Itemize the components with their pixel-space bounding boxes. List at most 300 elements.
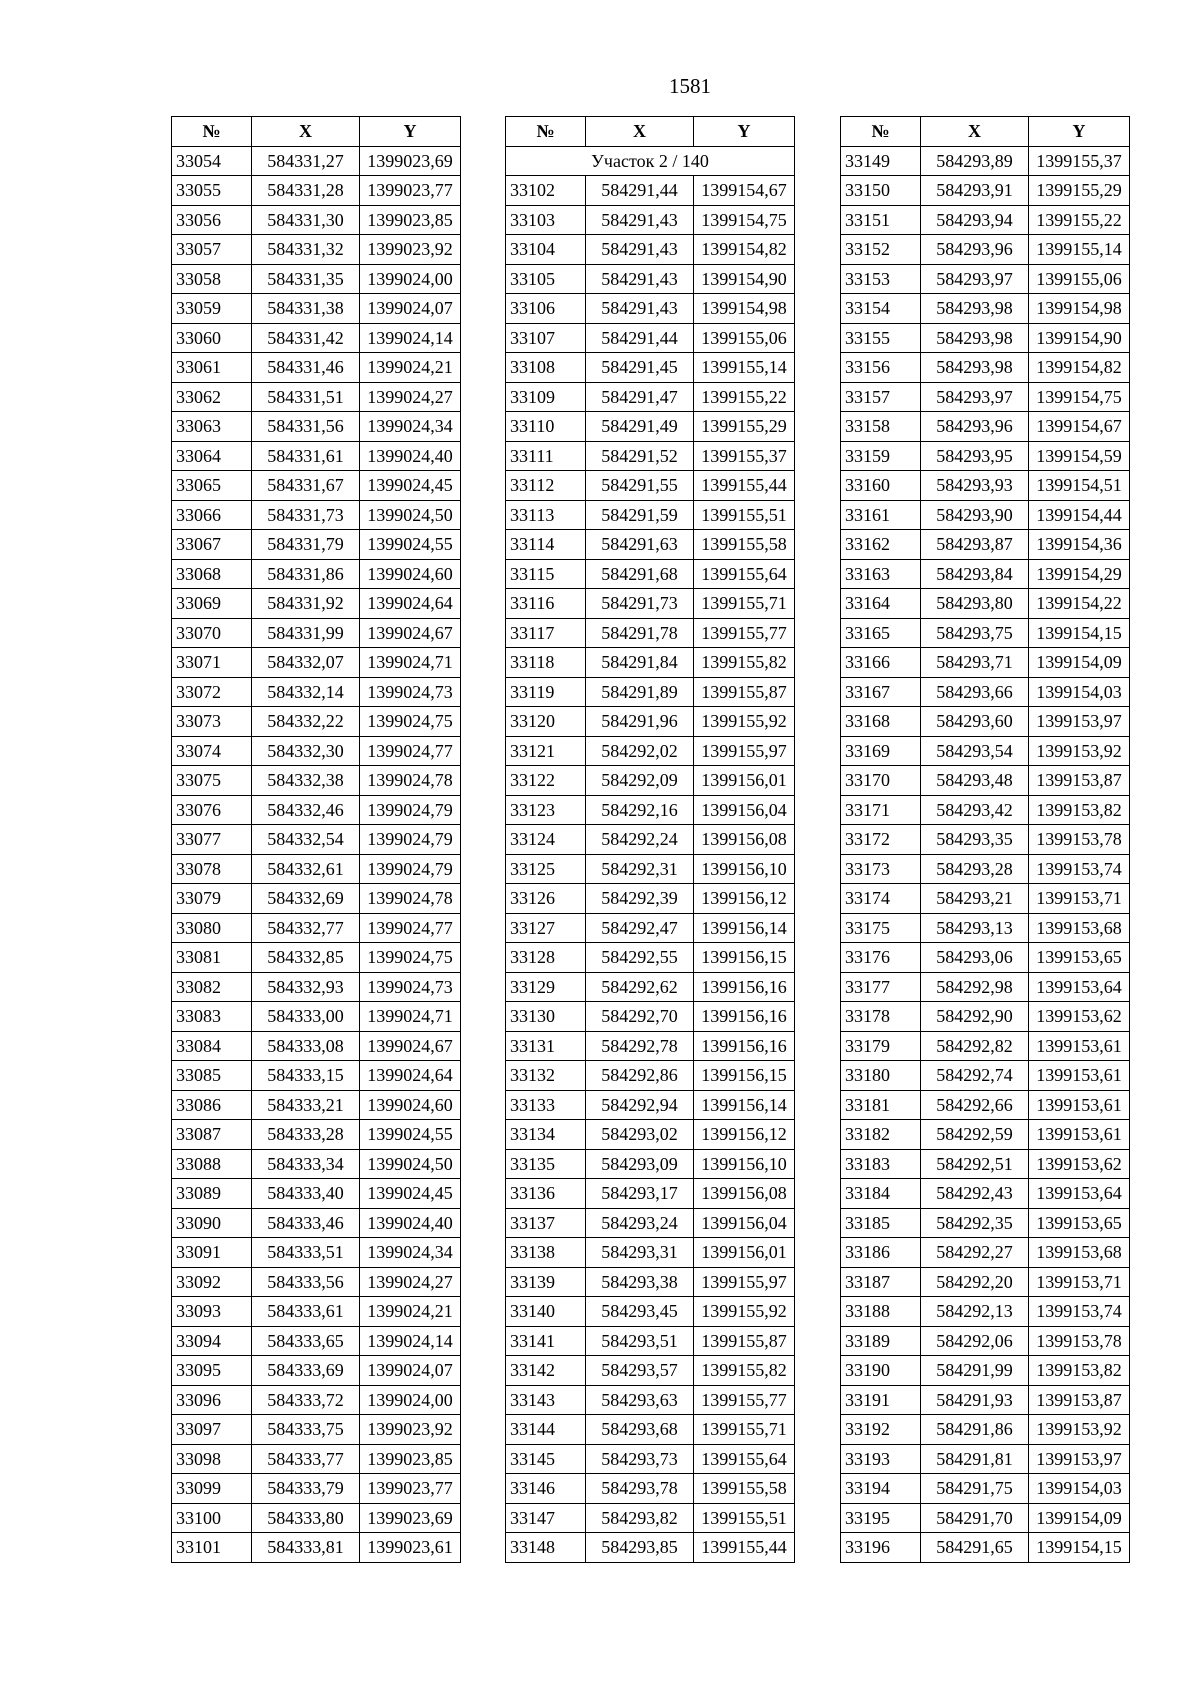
x-coordinate-cell: 584291,47 xyxy=(586,382,694,412)
table-row xyxy=(172,146,461,176)
table-row xyxy=(841,1238,1130,1268)
x-coordinate-cell: 584291,43 xyxy=(586,235,694,265)
x-coordinate-cell: 584293,84 xyxy=(921,559,1029,589)
y-coordinate-cell: 1399024,27 xyxy=(360,1267,461,1297)
point-number-cell: 33182 xyxy=(841,1120,921,1150)
y-coordinate-cell: 1399154,03 xyxy=(1029,677,1130,707)
point-number-cell: 33146 xyxy=(506,1474,586,1504)
point-number-cell: 33174 xyxy=(841,884,921,914)
point-number-cell: 33119 xyxy=(506,677,586,707)
y-coordinate-cell: 1399153,74 xyxy=(1029,1297,1130,1327)
table-row xyxy=(841,943,1130,973)
point-number-cell: 33131 xyxy=(506,1031,586,1061)
point-number-cell: 33170 xyxy=(841,766,921,796)
x-coordinate-cell: 584292,20 xyxy=(921,1267,1029,1297)
y-coordinate-cell: 1399154,67 xyxy=(694,176,795,206)
x-coordinate-cell: 584333,56 xyxy=(252,1267,360,1297)
header-y: Y xyxy=(360,117,461,147)
y-coordinate-cell: 1399153,74 xyxy=(1029,854,1130,884)
table-row xyxy=(506,1090,795,1120)
y-coordinate-cell: 1399154,15 xyxy=(1029,1533,1130,1563)
point-number-cell: 33069 xyxy=(172,589,252,619)
point-number-cell: 33081 xyxy=(172,943,252,973)
x-coordinate-cell: 584333,46 xyxy=(252,1208,360,1238)
x-coordinate-cell: 584291,55 xyxy=(586,471,694,501)
x-coordinate-cell: 584333,21 xyxy=(252,1090,360,1120)
y-coordinate-cell: 1399156,10 xyxy=(694,854,795,884)
point-number-cell: 33122 xyxy=(506,766,586,796)
table-row xyxy=(506,205,795,235)
x-coordinate-cell: 584331,99 xyxy=(252,618,360,648)
table-row xyxy=(506,1503,795,1533)
page-number: 1581 xyxy=(669,74,711,98)
x-coordinate-cell: 584331,38 xyxy=(252,294,360,324)
point-number-cell: 33097 xyxy=(172,1415,252,1445)
table-row xyxy=(172,294,461,324)
x-coordinate-cell: 584293,35 xyxy=(921,825,1029,855)
table-row xyxy=(841,1444,1130,1474)
point-number-cell: 33188 xyxy=(841,1297,921,1327)
table-row xyxy=(506,1149,795,1179)
x-coordinate-cell: 584332,77 xyxy=(252,913,360,943)
point-number-cell: 33181 xyxy=(841,1090,921,1120)
point-number-cell: 33167 xyxy=(841,677,921,707)
y-coordinate-cell: 1399024,00 xyxy=(360,1385,461,1415)
y-coordinate-cell: 1399154,98 xyxy=(1029,294,1130,324)
y-coordinate-cell: 1399155,44 xyxy=(694,471,795,501)
y-coordinate-cell: 1399155,64 xyxy=(694,1444,795,1474)
y-coordinate-cell: 1399155,92 xyxy=(694,707,795,737)
y-coordinate-cell: 1399023,92 xyxy=(360,235,461,265)
x-coordinate-cell: 584291,43 xyxy=(586,294,694,324)
y-coordinate-cell: 1399023,85 xyxy=(360,205,461,235)
y-coordinate-cell: 1399023,92 xyxy=(360,1415,461,1445)
y-coordinate-cell: 1399154,82 xyxy=(1029,353,1130,383)
point-number-cell: 33066 xyxy=(172,500,252,530)
table-row xyxy=(841,353,1130,383)
x-coordinate-cell: 584291,68 xyxy=(586,559,694,589)
header-number: № xyxy=(506,117,586,147)
point-number-cell: 33194 xyxy=(841,1474,921,1504)
y-coordinate-cell: 1399024,00 xyxy=(360,264,461,294)
table-row xyxy=(172,1474,461,1504)
point-number-cell: 33068 xyxy=(172,559,252,589)
y-coordinate-cell: 1399153,61 xyxy=(1029,1061,1130,1091)
point-number-cell: 33134 xyxy=(506,1120,586,1150)
x-coordinate-cell: 584292,59 xyxy=(921,1120,1029,1150)
x-coordinate-cell: 584332,61 xyxy=(252,854,360,884)
x-coordinate-cell: 584293,75 xyxy=(921,618,1029,648)
header-x: X xyxy=(586,117,694,147)
point-number-cell: 33126 xyxy=(506,884,586,914)
x-coordinate-cell: 584331,61 xyxy=(252,441,360,471)
x-coordinate-cell: 584293,38 xyxy=(586,1267,694,1297)
y-coordinate-cell: 1399024,60 xyxy=(360,1090,461,1120)
x-coordinate-cell: 584332,07 xyxy=(252,648,360,678)
table-row xyxy=(172,1444,461,1474)
table-row xyxy=(506,795,795,825)
table-row xyxy=(506,1208,795,1238)
table-row xyxy=(841,736,1130,766)
table-header-row xyxy=(172,117,461,147)
point-number-cell: 33152 xyxy=(841,235,921,265)
table-row xyxy=(172,412,461,442)
y-coordinate-cell: 1399153,82 xyxy=(1029,795,1130,825)
table-row xyxy=(172,235,461,265)
y-coordinate-cell: 1399154,09 xyxy=(1029,648,1130,678)
table-header-row xyxy=(506,117,795,147)
x-coordinate-cell: 584333,72 xyxy=(252,1385,360,1415)
point-number-cell: 33070 xyxy=(172,618,252,648)
x-coordinate-cell: 584292,55 xyxy=(586,943,694,973)
point-number-cell: 33105 xyxy=(506,264,586,294)
table-row xyxy=(172,795,461,825)
table-row xyxy=(172,1120,461,1150)
y-coordinate-cell: 1399153,82 xyxy=(1029,1356,1130,1386)
x-coordinate-cell: 584292,78 xyxy=(586,1031,694,1061)
point-number-cell: 33133 xyxy=(506,1090,586,1120)
table-row xyxy=(506,530,795,560)
y-coordinate-cell: 1399153,71 xyxy=(1029,884,1130,914)
x-coordinate-cell: 584293,82 xyxy=(586,1503,694,1533)
table-row xyxy=(841,1179,1130,1209)
table-row xyxy=(172,825,461,855)
table-row xyxy=(172,1090,461,1120)
point-number-cell: 33154 xyxy=(841,294,921,324)
x-coordinate-cell: 584293,02 xyxy=(586,1120,694,1150)
point-number-cell: 33085 xyxy=(172,1061,252,1091)
x-coordinate-cell: 584333,79 xyxy=(252,1474,360,1504)
point-number-cell: 33083 xyxy=(172,1002,252,1032)
x-coordinate-cell: 584331,86 xyxy=(252,559,360,589)
table-row xyxy=(172,972,461,1002)
x-coordinate-cell: 584293,48 xyxy=(921,766,1029,796)
table-row xyxy=(506,707,795,737)
x-coordinate-cell: 584332,93 xyxy=(252,972,360,1002)
point-number-cell: 33060 xyxy=(172,323,252,353)
y-coordinate-cell: 1399156,04 xyxy=(694,795,795,825)
point-number-cell: 33143 xyxy=(506,1385,586,1415)
table-row xyxy=(172,441,461,471)
y-coordinate-cell: 1399155,82 xyxy=(694,648,795,678)
point-number-cell: 33128 xyxy=(506,943,586,973)
table-row xyxy=(172,382,461,412)
table-row xyxy=(841,1120,1130,1150)
y-coordinate-cell: 1399155,87 xyxy=(694,677,795,707)
y-coordinate-cell: 1399154,59 xyxy=(1029,441,1130,471)
point-number-cell: 33118 xyxy=(506,648,586,678)
table-row xyxy=(506,500,795,530)
x-coordinate-cell: 584293,90 xyxy=(921,500,1029,530)
x-coordinate-cell: 584291,96 xyxy=(586,707,694,737)
y-coordinate-cell: 1399024,50 xyxy=(360,500,461,530)
table-row xyxy=(841,795,1130,825)
point-number-cell: 33091 xyxy=(172,1238,252,1268)
table-row xyxy=(172,1031,461,1061)
point-number-cell: 33061 xyxy=(172,353,252,383)
point-number-cell: 33169 xyxy=(841,736,921,766)
table-row xyxy=(841,1061,1130,1091)
table-row xyxy=(172,1267,461,1297)
point-number-cell: 33077 xyxy=(172,825,252,855)
y-coordinate-cell: 1399154,44 xyxy=(1029,500,1130,530)
table-row xyxy=(506,1002,795,1032)
point-number-cell: 33183 xyxy=(841,1149,921,1179)
x-coordinate-cell: 584331,73 xyxy=(252,500,360,530)
table-row xyxy=(506,1179,795,1209)
table-row xyxy=(841,559,1130,589)
y-coordinate-cell: 1399155,51 xyxy=(694,1503,795,1533)
point-number-cell: 33057 xyxy=(172,235,252,265)
point-number-cell: 33151 xyxy=(841,205,921,235)
y-coordinate-cell: 1399155,29 xyxy=(694,412,795,442)
point-number-cell: 33121 xyxy=(506,736,586,766)
y-coordinate-cell: 1399024,64 xyxy=(360,589,461,619)
table-row xyxy=(172,884,461,914)
point-number-cell: 33080 xyxy=(172,913,252,943)
point-number-cell: 33155 xyxy=(841,323,921,353)
y-coordinate-cell: 1399156,10 xyxy=(694,1149,795,1179)
y-coordinate-cell: 1399024,40 xyxy=(360,1208,461,1238)
table-row xyxy=(506,441,795,471)
x-coordinate-cell: 584291,43 xyxy=(586,205,694,235)
y-coordinate-cell: 1399154,09 xyxy=(1029,1503,1130,1533)
table-row xyxy=(506,1533,795,1563)
x-coordinate-cell: 584293,95 xyxy=(921,441,1029,471)
point-number-cell: 33157 xyxy=(841,382,921,412)
y-coordinate-cell: 1399024,27 xyxy=(360,382,461,412)
y-coordinate-cell: 1399153,65 xyxy=(1029,943,1130,973)
point-number-cell: 33058 xyxy=(172,264,252,294)
y-coordinate-cell: 1399153,68 xyxy=(1029,1238,1130,1268)
x-coordinate-cell: 584291,84 xyxy=(586,648,694,678)
point-number-cell: 33082 xyxy=(172,972,252,1002)
x-coordinate-cell: 584293,89 xyxy=(921,146,1029,176)
x-coordinate-cell: 584293,06 xyxy=(921,943,1029,973)
point-number-cell: 33139 xyxy=(506,1267,586,1297)
x-coordinate-cell: 584331,51 xyxy=(252,382,360,412)
point-number-cell: 33115 xyxy=(506,559,586,589)
table-row xyxy=(506,559,795,589)
point-number-cell: 33161 xyxy=(841,500,921,530)
y-coordinate-cell: 1399153,97 xyxy=(1029,1444,1130,1474)
point-number-cell: 33071 xyxy=(172,648,252,678)
table-row xyxy=(172,736,461,766)
y-coordinate-cell: 1399024,45 xyxy=(360,471,461,501)
y-coordinate-cell: 1399153,65 xyxy=(1029,1208,1130,1238)
point-number-cell: 33125 xyxy=(506,854,586,884)
point-number-cell: 33065 xyxy=(172,471,252,501)
x-coordinate-cell: 584292,74 xyxy=(921,1061,1029,1091)
table-row xyxy=(506,825,795,855)
table-row xyxy=(172,1533,461,1563)
x-coordinate-cell: 584291,43 xyxy=(586,264,694,294)
x-coordinate-cell: 584331,27 xyxy=(252,146,360,176)
table-row xyxy=(506,972,795,1002)
y-coordinate-cell: 1399154,67 xyxy=(1029,412,1130,442)
point-number-cell: 33185 xyxy=(841,1208,921,1238)
point-number-cell: 33160 xyxy=(841,471,921,501)
table-row xyxy=(172,559,461,589)
y-coordinate-cell: 1399154,29 xyxy=(1029,559,1130,589)
y-coordinate-cell: 1399154,75 xyxy=(694,205,795,235)
y-coordinate-cell: 1399154,22 xyxy=(1029,589,1130,619)
x-coordinate-cell: 584331,46 xyxy=(252,353,360,383)
y-coordinate-cell: 1399153,62 xyxy=(1029,1002,1130,1032)
x-coordinate-cell: 584291,65 xyxy=(921,1533,1029,1563)
table-row xyxy=(506,766,795,796)
x-coordinate-cell: 584331,32 xyxy=(252,235,360,265)
y-coordinate-cell: 1399155,29 xyxy=(1029,176,1130,206)
x-coordinate-cell: 584291,81 xyxy=(921,1444,1029,1474)
x-coordinate-cell: 584291,70 xyxy=(921,1503,1029,1533)
x-coordinate-cell: 584293,98 xyxy=(921,294,1029,324)
point-number-cell: 33059 xyxy=(172,294,252,324)
point-number-cell: 33150 xyxy=(841,176,921,206)
table-body xyxy=(506,146,795,1562)
x-coordinate-cell: 584293,97 xyxy=(921,264,1029,294)
y-coordinate-cell: 1399024,79 xyxy=(360,854,461,884)
table-row xyxy=(841,648,1130,678)
point-number-cell: 33063 xyxy=(172,412,252,442)
table-row xyxy=(172,500,461,530)
point-number-cell: 33056 xyxy=(172,205,252,235)
point-number-cell: 33111 xyxy=(506,441,586,471)
y-coordinate-cell: 1399153,92 xyxy=(1029,1415,1130,1445)
x-coordinate-cell: 584293,17 xyxy=(586,1179,694,1209)
y-coordinate-cell: 1399155,37 xyxy=(694,441,795,471)
table-row xyxy=(172,1179,461,1209)
point-number-cell: 33100 xyxy=(172,1503,252,1533)
y-coordinate-cell: 1399024,71 xyxy=(360,1002,461,1032)
table-row xyxy=(841,825,1130,855)
point-number-cell: 33084 xyxy=(172,1031,252,1061)
point-number-cell: 33189 xyxy=(841,1326,921,1356)
y-coordinate-cell: 1399024,55 xyxy=(360,1120,461,1150)
point-number-cell: 33072 xyxy=(172,677,252,707)
y-coordinate-cell: 1399154,90 xyxy=(694,264,795,294)
table-row xyxy=(506,235,795,265)
table-row xyxy=(506,943,795,973)
table-row xyxy=(506,648,795,678)
y-coordinate-cell: 1399156,04 xyxy=(694,1208,795,1238)
y-coordinate-cell: 1399024,34 xyxy=(360,412,461,442)
point-number-cell: 33173 xyxy=(841,854,921,884)
x-coordinate-cell: 584332,38 xyxy=(252,766,360,796)
y-coordinate-cell: 1399156,08 xyxy=(694,825,795,855)
x-coordinate-cell: 584333,08 xyxy=(252,1031,360,1061)
y-coordinate-cell: 1399155,51 xyxy=(694,500,795,530)
x-coordinate-cell: 584292,27 xyxy=(921,1238,1029,1268)
y-coordinate-cell: 1399154,98 xyxy=(694,294,795,324)
x-coordinate-cell: 584291,99 xyxy=(921,1356,1029,1386)
point-number-cell: 33106 xyxy=(506,294,586,324)
point-number-cell: 33178 xyxy=(841,1002,921,1032)
y-coordinate-cell: 1399155,82 xyxy=(694,1356,795,1386)
table-row xyxy=(172,264,461,294)
y-coordinate-cell: 1399024,71 xyxy=(360,648,461,678)
point-number-cell: 33179 xyxy=(841,1031,921,1061)
header-x: X xyxy=(252,117,360,147)
x-coordinate-cell: 584291,49 xyxy=(586,412,694,442)
y-coordinate-cell: 1399153,61 xyxy=(1029,1120,1130,1150)
x-coordinate-cell: 584293,31 xyxy=(586,1238,694,1268)
table-row xyxy=(172,1385,461,1415)
x-coordinate-cell: 584331,35 xyxy=(252,264,360,294)
point-number-cell: 33114 xyxy=(506,530,586,560)
y-coordinate-cell: 1399155,06 xyxy=(1029,264,1130,294)
x-coordinate-cell: 584291,59 xyxy=(586,500,694,530)
point-number-cell: 33149 xyxy=(841,146,921,176)
y-coordinate-cell: 1399153,97 xyxy=(1029,707,1130,737)
table-row xyxy=(172,854,461,884)
point-number-cell: 33147 xyxy=(506,1503,586,1533)
y-coordinate-cell: 1399155,77 xyxy=(694,1385,795,1415)
table-row xyxy=(841,382,1130,412)
section-title: Участок 2 / 140 xyxy=(506,146,795,176)
y-coordinate-cell: 1399024,60 xyxy=(360,559,461,589)
y-coordinate-cell: 1399024,67 xyxy=(360,618,461,648)
table-row xyxy=(172,176,461,206)
point-number-cell: 33172 xyxy=(841,825,921,855)
y-coordinate-cell: 1399156,15 xyxy=(694,1061,795,1091)
x-coordinate-cell: 584333,34 xyxy=(252,1149,360,1179)
point-number-cell: 33187 xyxy=(841,1267,921,1297)
table-row xyxy=(506,323,795,353)
y-coordinate-cell: 1399156,01 xyxy=(694,1238,795,1268)
point-number-cell: 33156 xyxy=(841,353,921,383)
table-row xyxy=(841,884,1130,914)
y-coordinate-cell: 1399155,22 xyxy=(1029,205,1130,235)
y-coordinate-cell: 1399154,36 xyxy=(1029,530,1130,560)
y-coordinate-cell: 1399024,07 xyxy=(360,294,461,324)
point-number-cell: 33129 xyxy=(506,972,586,1002)
x-coordinate-cell: 584291,93 xyxy=(921,1385,1029,1415)
x-coordinate-cell: 584292,31 xyxy=(586,854,694,884)
y-coordinate-cell: 1399023,85 xyxy=(360,1444,461,1474)
x-coordinate-cell: 584291,89 xyxy=(586,677,694,707)
y-coordinate-cell: 1399024,67 xyxy=(360,1031,461,1061)
y-coordinate-cell: 1399155,44 xyxy=(694,1533,795,1563)
point-number-cell: 33176 xyxy=(841,943,921,973)
point-number-cell: 33089 xyxy=(172,1179,252,1209)
table-row xyxy=(172,1297,461,1327)
table-row xyxy=(172,1208,461,1238)
point-number-cell: 33062 xyxy=(172,382,252,412)
y-coordinate-cell: 1399023,77 xyxy=(360,1474,461,1504)
header-y: Y xyxy=(1029,117,1130,147)
table-row xyxy=(172,618,461,648)
x-coordinate-cell: 584331,92 xyxy=(252,589,360,619)
y-coordinate-cell: 1399024,77 xyxy=(360,736,461,766)
x-coordinate-cell: 584293,93 xyxy=(921,471,1029,501)
point-number-cell: 33123 xyxy=(506,795,586,825)
table-row xyxy=(841,618,1130,648)
table-row xyxy=(506,353,795,383)
x-coordinate-cell: 584293,98 xyxy=(921,323,1029,353)
x-coordinate-cell: 584292,82 xyxy=(921,1031,1029,1061)
point-number-cell: 33193 xyxy=(841,1444,921,1474)
point-number-cell: 33132 xyxy=(506,1061,586,1091)
x-coordinate-cell: 584291,45 xyxy=(586,353,694,383)
point-number-cell: 33186 xyxy=(841,1238,921,1268)
x-coordinate-cell: 584292,35 xyxy=(921,1208,1029,1238)
x-coordinate-cell: 584291,78 xyxy=(586,618,694,648)
y-coordinate-cell: 1399154,82 xyxy=(694,235,795,265)
x-coordinate-cell: 584293,54 xyxy=(921,736,1029,766)
x-coordinate-cell: 584293,87 xyxy=(921,530,1029,560)
point-number-cell: 33055 xyxy=(172,176,252,206)
